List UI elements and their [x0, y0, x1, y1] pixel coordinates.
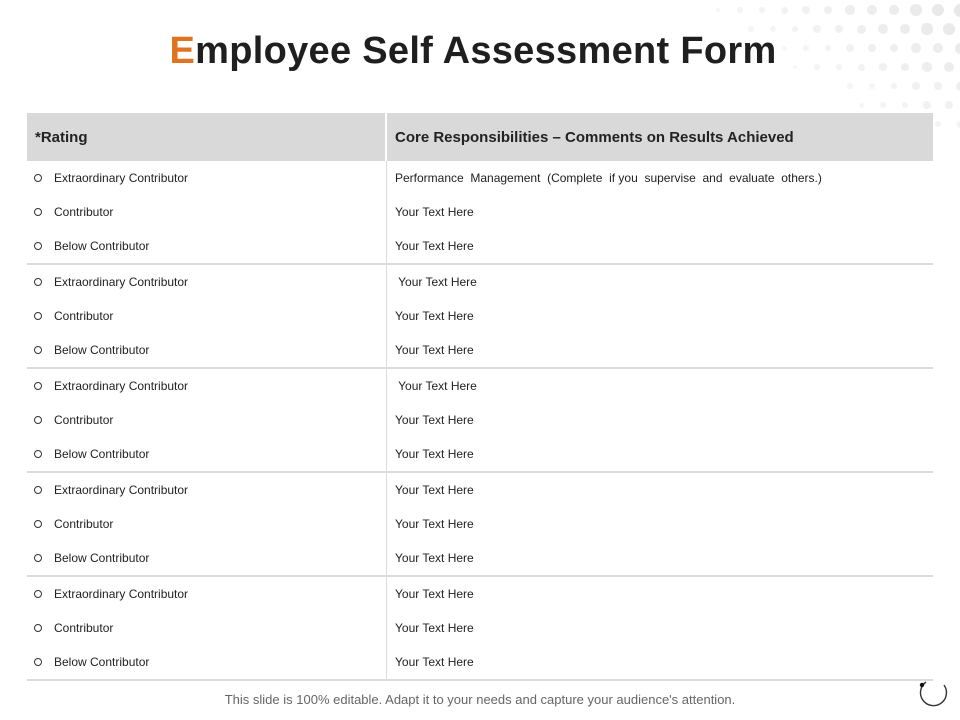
rating-label: Below Contributor [54, 447, 150, 461]
comment-text: Your Text Here [395, 309, 474, 323]
table-row-group [27, 369, 933, 473]
rating-label: Below Contributor [54, 239, 150, 253]
rating-label: Contributor [54, 413, 114, 427]
comment-text: Your Text Here [395, 447, 474, 461]
rating-option[interactable] [27, 507, 386, 541]
table-row-group [27, 265, 933, 369]
rating-options [27, 265, 387, 367]
title-first-letter: E [169, 30, 196, 72]
radio-circle-icon[interactable] [34, 624, 42, 632]
comment-cells [387, 265, 933, 367]
rating-label: Below Contributor [54, 343, 150, 357]
rating-option[interactable] [27, 161, 386, 195]
comment-text: Your Text Here [395, 379, 477, 393]
radio-circle-icon[interactable] [34, 174, 42, 182]
comment-cells [387, 369, 933, 471]
radio-circle-icon[interactable] [34, 416, 42, 424]
rating-label: Extraordinary Contributor [54, 275, 189, 289]
comment-text: Your Text Here [395, 343, 474, 357]
radio-circle-icon[interactable] [34, 554, 42, 562]
radio-circle-icon[interactable] [34, 486, 42, 494]
rating-option[interactable] [27, 299, 386, 333]
radio-circle-icon[interactable] [34, 658, 42, 666]
rating-option[interactable] [27, 403, 386, 437]
page-title [0, 30, 946, 73]
comment-text: Your Text Here [395, 551, 474, 565]
rating-label: Extraordinary Contributor [54, 379, 189, 393]
radio-circle-icon[interactable] [34, 450, 42, 458]
radio-circle-icon[interactable] [34, 208, 42, 216]
rating-option[interactable] [27, 195, 386, 229]
rating-label: Contributor [54, 621, 114, 635]
comment-text: Your Text Here [395, 655, 474, 669]
rating-label: Extraordinary Contributor [54, 171, 189, 185]
rating-header: *Rating [27, 113, 387, 161]
comment-text: Your Text Here [395, 205, 474, 219]
rating-options [27, 369, 387, 471]
comment-text: Your Text Here [395, 483, 474, 497]
rating-options [27, 577, 387, 679]
comment-text: Your Text Here [395, 621, 474, 635]
rating-option[interactable] [27, 473, 386, 507]
table-body [27, 161, 933, 681]
comment-cells [387, 473, 933, 575]
radio-circle-icon[interactable] [34, 520, 42, 528]
rating-option[interactable] [27, 229, 386, 263]
radio-circle-icon[interactable] [34, 278, 42, 286]
rating-option[interactable] [27, 611, 386, 645]
rating-option[interactable] [27, 437, 386, 471]
rating-label: Contributor [54, 517, 114, 531]
rating-options [27, 473, 387, 575]
comment-text: Your Text Here [395, 275, 477, 289]
comment-text: Your Text Here [395, 239, 474, 253]
table-row-group [27, 161, 933, 265]
rating-options [27, 161, 387, 263]
table-header [27, 113, 933, 161]
radio-circle-icon[interactable] [34, 382, 42, 390]
footer-note: This slide is 100% editable. Adapt it to your needs and capture your audience's attention. [224, 692, 736, 707]
comment-cells [387, 577, 933, 679]
rating-option[interactable] [27, 645, 386, 679]
circle-outline-icon [918, 676, 950, 708]
table-row-group [27, 577, 933, 681]
rating-label: Extraordinary Contributor [54, 483, 189, 497]
rating-label: Below Contributor [54, 655, 150, 669]
comment-text: Your Text Here [395, 517, 474, 531]
rating-option[interactable] [27, 333, 386, 367]
assessment-table [27, 113, 933, 681]
radio-circle-icon[interactable] [34, 346, 42, 354]
rating-option[interactable] [27, 369, 386, 403]
rating-option[interactable] [27, 265, 386, 299]
radio-circle-icon[interactable] [34, 590, 42, 598]
rating-label: Extraordinary Contributor [54, 587, 189, 601]
radio-circle-icon[interactable] [34, 242, 42, 250]
comments-header: Core Responsibilities – Comments on Results Achieved [395, 128, 794, 146]
rating-label: Contributor [54, 309, 114, 323]
table-row-group [27, 473, 933, 577]
comment-text: Your Text Here [395, 413, 474, 427]
comment-text: Your Text Here [395, 587, 474, 601]
rating-label: Below Contributor [54, 551, 150, 565]
rating-option[interactable] [27, 577, 386, 611]
rating-option[interactable] [27, 541, 386, 575]
rating-label: Contributor [54, 205, 114, 219]
title-rest: mployee Self Assessment Form [195, 30, 777, 72]
comment-cells [387, 161, 933, 263]
comment-text: Performance Management (Complete if you supervise and evaluate others.) [395, 171, 822, 185]
radio-circle-icon[interactable] [34, 312, 42, 320]
